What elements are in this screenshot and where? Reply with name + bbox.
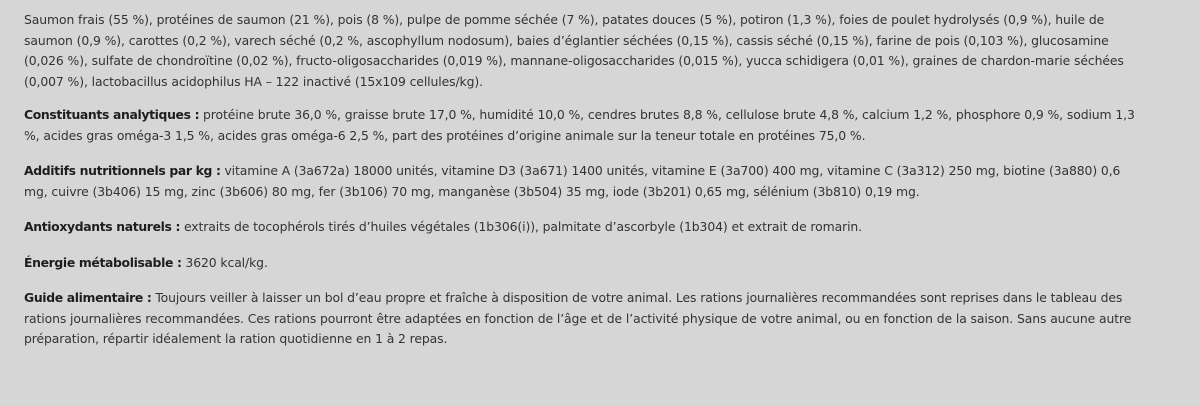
guide-label: Guide alimentaire : bbox=[24, 290, 152, 305]
antioxydants-text: extraits de tocophérols tirés d’huiles végétales (1b306(i)), palmitate d’ascorbyle (1b304) et extrait de romarin. bbox=[180, 219, 863, 234]
guide-paragraph bbox=[24, 288, 1140, 350]
guide-text: Toujours veiller à laisser un bol d’eau propre et fraîche à disposition de votre animal. Les rations journalières recommandées sont reprises dans le tableau des rations journalières recommandées. Ces rations pourront être adaptées en fonction de l’âge et de l’activité physique de votre animal, ou en fonction de la saison. Sans aucune autre préparation, répartir idéalement la ration quotidienne en 1 à 2 repas. bbox=[24, 290, 1132, 346]
composition-text: Saumon frais (55 %), protéines de saumon (21 %), pois (8 %), pulpe de pomme séchée (7 %), patates douces (5 %), potiron (1,3 %), foies de poulet hydrolysés (0,9 %), huile de saumon (0,9 %), carottes (0,2 %), varech séché (0,2 %, ascophyllum nodosum), baies d’églantier séchées (0,15 %), cassis séché (0,15 %), farine de pois (0,103 %), glucosamine (0,026 %), sulfate de chondroïtine (0,02 %), fructo-oligosaccharides (0,019 %), mannane-oligosaccharides (0,015 %), yucca schidigera (0,01 %), graines de chardon-marie séchées (0,007 %), lactobacillus acidophilus HA – 122 inactivé (15x109 cellules/kg). bbox=[24, 12, 1124, 89]
constituants-paragraph bbox=[24, 105, 1140, 146]
composition-paragraph bbox=[24, 10, 1140, 92]
energie-paragraph bbox=[24, 253, 1140, 274]
antioxydants-label: Antioxydants naturels : bbox=[24, 219, 181, 234]
additifs-paragraph bbox=[24, 161, 1140, 202]
additifs-text: vitamine A (3a672a) 18000 unités, vitamine D3 (3a671) 1400 unités, vitamine E (3a700) 400 mg, vitamine C (3a312) 250 mg, biotine (3a880) 0,6 mg, cuivre (3b406) 15 mg, zinc (3b606) 80 mg, fer (3b106) 70 mg, manganèse (3b504) 35 mg, iode (3b201) 0,65 mg, sélénium (3b810) 0,19 mg. bbox=[24, 163, 1121, 199]
additifs-label: Additifs nutritionnels par kg : bbox=[24, 163, 221, 178]
antioxydants-paragraph bbox=[24, 217, 1140, 238]
constituants-label: Constituants analytiques : bbox=[24, 107, 200, 122]
constituants-text: protéine brute 36,0 %, graisse brute 17,0 %, humidité 10,0 %, cendres brutes 8,8 %, cellulose brute 4,8 %, calcium 1,2 %, phosphore 0,9 %, sodium 1,3 %, acides gras oméga-3 1,5 %, acides gras oméga-6 2,5 %, part des protéines d’origine animale sur la teneur totale en protéines 75,0 %. bbox=[24, 107, 1135, 143]
energie-text: 3620 kcal/kg. bbox=[181, 254, 268, 270]
energie-label: Énergie métabolisable : bbox=[24, 254, 182, 270]
